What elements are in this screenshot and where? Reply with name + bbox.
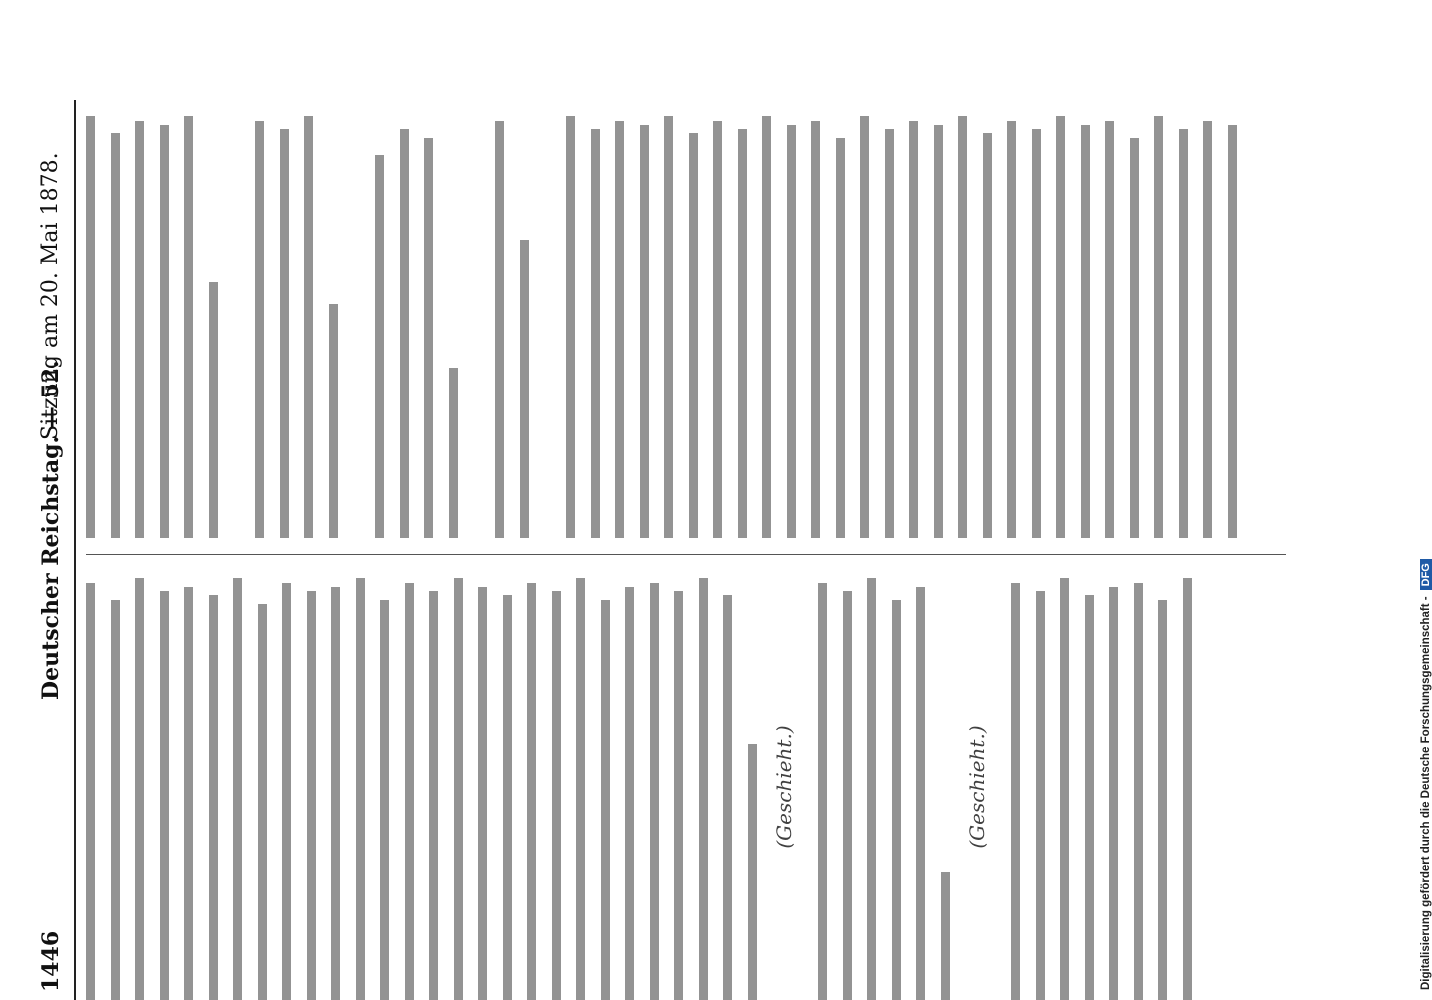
parenthetical-note: (Geschieht.) (965, 725, 989, 849)
column-divider (86, 554, 1286, 555)
page-title: Deutscher Reichstag. — 52. (38, 360, 64, 700)
text-column-left (86, 574, 1306, 1000)
running-head (38, 100, 72, 1000)
digitization-note (1420, 559, 1432, 990)
digitization-text: Digitalisierung gefördert durch die Deutsche Forschungsgemeinschaft - (1420, 596, 1432, 990)
text-column-right (86, 112, 1306, 538)
dfg-logo: DFG (1420, 559, 1432, 590)
parenthetical-note: (Geschieht.) (772, 725, 796, 849)
page-number: 1446 (38, 930, 64, 992)
rotated-page (30, 100, 1320, 1000)
header-rule (74, 100, 76, 1000)
session-date: Sitzung am 20. Mai 1878. (38, 152, 63, 440)
